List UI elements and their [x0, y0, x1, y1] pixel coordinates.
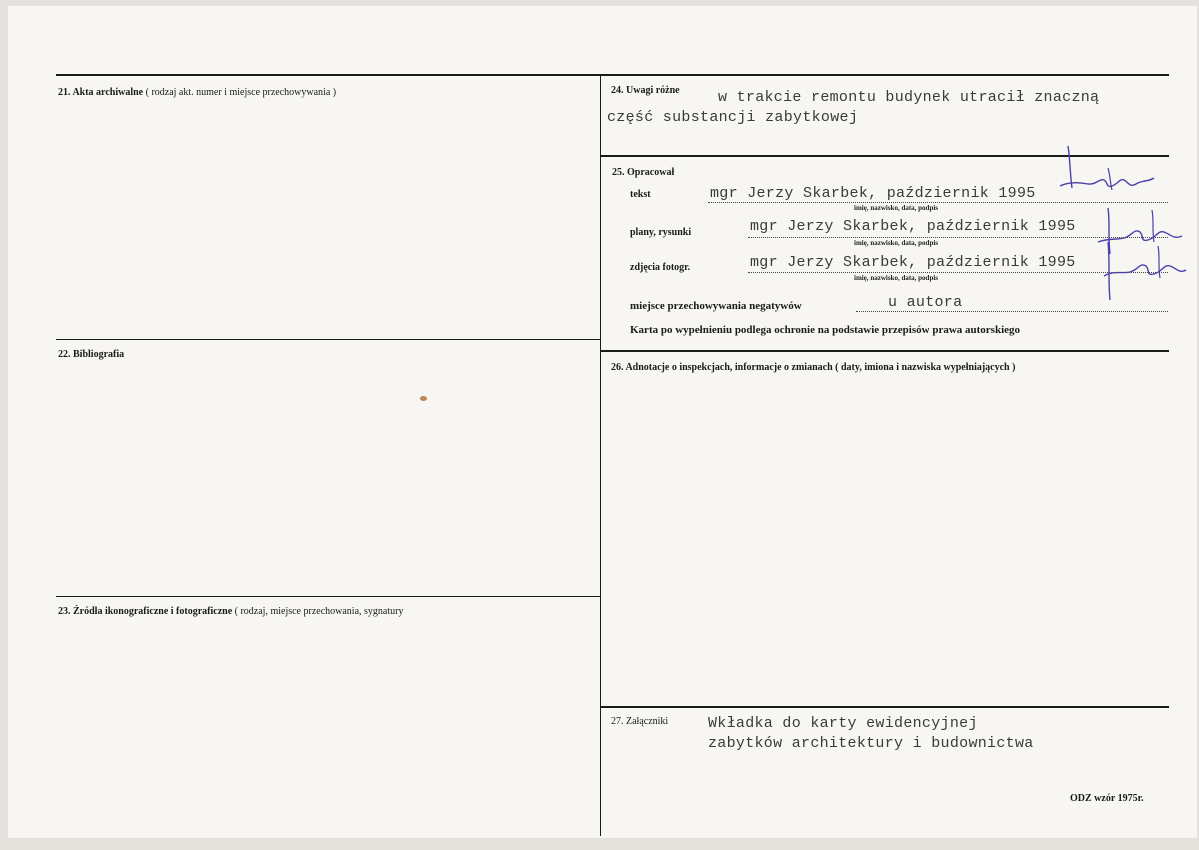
rule-25-26 — [601, 350, 1169, 352]
rule-26-27 — [601, 706, 1169, 708]
paper-stain-mark — [420, 396, 427, 401]
field-25-zdjecia-label: zdjęcia fotogr. — [630, 262, 691, 273]
field-24-text-line1: w trakcie remontu budynek utracił znaczną — [718, 89, 1100, 106]
signature-zdjecia-image — [1088, 236, 1188, 306]
field-23-label: 23. Źródła ikonograficzne i fotograficzne ( rodzaj, miejsce przechowania, sygnatury — [58, 606, 404, 617]
field-27-label: 27. Załączniki — [611, 716, 669, 727]
field-27-text-line2: zabytków architektury i budownictwa — [708, 735, 1034, 752]
form-card — [8, 6, 1197, 838]
field-25-zdjecia-value: mgr Jerzy Skarbek, październik 1995 — [750, 254, 1076, 271]
signature-tekst-image — [1048, 138, 1158, 208]
field-25-tekst-label: tekst — [630, 189, 651, 200]
field-26-label: 26. Adnotacje o inspekcjach, informacje o zmianach ( daty, imiona i nazwiska wypełniających ) — [611, 362, 1016, 373]
field-21-hint: ( rodzaj akt. numer i miejsce przechowywania ) — [145, 87, 337, 98]
field-27-text-line1: Wkładka do karty ewidencyjnej — [708, 715, 978, 732]
form-template-code: ODZ wzór 1975r. — [1070, 793, 1144, 804]
field-25-negatywy-value: u autora — [888, 294, 963, 311]
field-25-negatywy-label: miejsce przechowywania negatywów — [630, 300, 802, 312]
center-divider — [600, 76, 601, 836]
field-24-text-line2: część substancji zabytkowej — [607, 109, 859, 126]
field-24-label: 24. Uwagi różne — [611, 85, 680, 96]
field-22-label: 22. Bibliografia — [58, 349, 125, 360]
field-21-label: 21. Akta archiwalne ( rodzaj akt. numer i miejsce przechowywania ) — [58, 87, 337, 98]
field-25-plany-value: mgr Jerzy Skarbek, październik 1995 — [750, 218, 1076, 235]
field-25-tekst-value: mgr Jerzy Skarbek, październik 1995 — [710, 185, 1036, 202]
top-rule — [56, 74, 1169, 76]
field-25-label: 25. Opracował — [612, 167, 675, 178]
field-25-tekst-caption: imię, nazwisko, data, podpis — [854, 204, 939, 212]
field-26-hint: ( daty, imiona i nazwiska wypełniających ) — [835, 362, 1016, 373]
field-25-copyright-note: Karta po wypełnieniu podlega ochronie na podstawie przepisów prawa autorskiego — [630, 324, 1021, 336]
field-25-negatywy-line — [856, 311, 1168, 312]
field-25-plany-caption: imię, nazwisko, data, podpis — [854, 239, 939, 247]
rule-22-23 — [56, 596, 600, 597]
field-25-zdjecia-caption: imię, nazwisko, data, podpis — [854, 274, 939, 282]
rule-21-22 — [56, 339, 600, 340]
field-25-plany-label: plany, rysunki — [630, 227, 692, 238]
field-23-hint: ( rodzaj, miejsce przechowania, sygnatury — [234, 606, 404, 617]
